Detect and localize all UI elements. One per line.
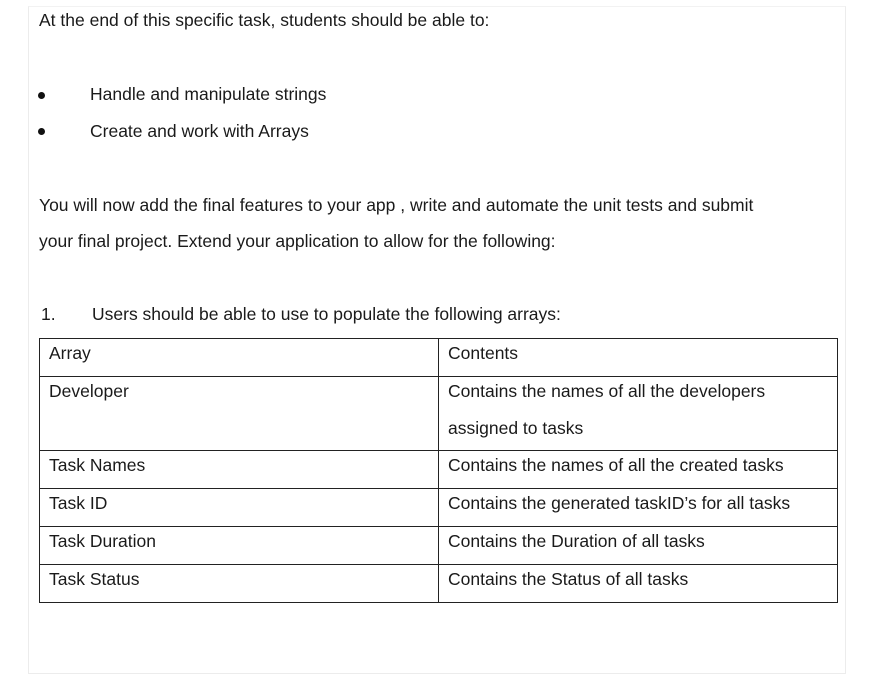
- table-row: [40, 451, 838, 489]
- table-row: [40, 489, 838, 527]
- table-row: [40, 527, 838, 565]
- table-header-array: Array: [40, 339, 439, 377]
- bullet-dot-icon: [38, 128, 45, 135]
- table-row: [40, 377, 838, 451]
- table-cell-contents: Contains the Status of all tasks: [439, 565, 838, 603]
- table-cell-contents: Contains the names of all the created tasks: [439, 451, 838, 489]
- bullet-dot-icon: [38, 92, 45, 99]
- numbered-item-number: 1.: [41, 304, 56, 324]
- paragraph-line-2: your final project. Extend your application to allow for the following:: [39, 231, 556, 251]
- arrays-table: [39, 338, 838, 603]
- table-cell-contents: Contains the Duration of all tasks: [439, 527, 838, 565]
- table-cell-array: Task Names: [40, 451, 439, 489]
- table-cell-array: Task ID: [40, 489, 439, 527]
- intro-text: At the end of this specific task, students should be able to:: [39, 10, 490, 30]
- table-cell-contents: Contains the names of all the developers assigned to tasks: [439, 377, 838, 451]
- table-cell-contents: Contains the generated taskID’s for all tasks: [439, 489, 838, 527]
- table-header-contents: Contents: [439, 339, 838, 377]
- table-cell-array: Task Status: [40, 565, 439, 603]
- table-cell-array: Developer: [40, 377, 439, 451]
- table-cell-array: Task Duration: [40, 527, 439, 565]
- numbered-item-text: Users should be able to use to populate the following arrays:: [92, 304, 561, 324]
- bullet-item-arrays: Create and work with Arrays: [90, 121, 309, 141]
- table-header-row: [40, 339, 838, 377]
- table-row: [40, 565, 838, 603]
- bullet-item-strings: Handle and manipulate strings: [90, 84, 327, 104]
- paragraph-line-1: You will now add the final features to your app , write and automate the unit tests and submit: [39, 195, 754, 215]
